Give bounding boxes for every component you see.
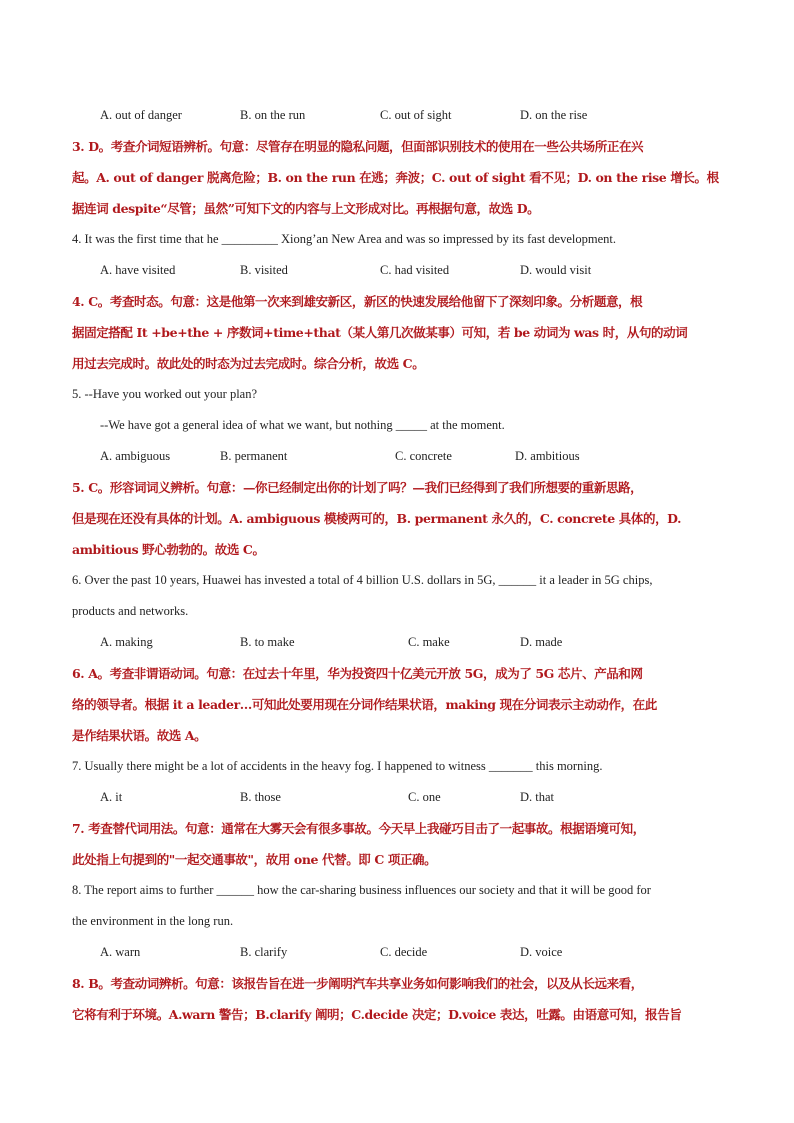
q5-options	[72, 441, 726, 472]
option-b: B. to make	[240, 635, 295, 649]
option-a: A. making	[100, 635, 153, 649]
option-a: A. it	[100, 790, 123, 804]
q2-options	[72, 100, 726, 131]
option-b: B. clarify	[240, 945, 288, 959]
answer-6-line: 6. A。考查非谓语动词。句意：在过去十年里，华为投资四十亿美元开放 5G，成为了 5G 芯片、产品和网	[72, 666, 643, 681]
option-a: A. ambiguous	[100, 449, 171, 463]
question-5-reply: --We have got a general idea of what we want, but nothing _____ at the moment.	[100, 418, 505, 432]
answer-5-line: 5. C。形容词词义辨析。句意：—你已经制定出你的计划了吗？—我们已经得到了我们所想要的重新思路，	[72, 480, 643, 495]
option-c: C. had visited	[380, 263, 450, 277]
option-d: D. voice	[520, 945, 563, 959]
answer-3-line: 据连词 despite“尽管；虽然”可知下文的内容与上文形成对比。再根据句意，故选 D。	[72, 201, 540, 216]
q7-options	[72, 782, 726, 813]
q4-options	[72, 255, 726, 286]
option-a: A. out of danger	[100, 108, 182, 122]
answer-4-line: 用过去完成时。故此处的时态为过去完成时。综合分析，故选 C。	[72, 356, 425, 371]
option-c: C. out of sight	[380, 108, 452, 122]
option-a: A. have visited	[100, 263, 176, 277]
option-a: A. warn	[100, 945, 141, 959]
question-4: 4. It was the first time that he _________ Xiong’an New Area and was so impressed by its fast development.	[72, 232, 616, 246]
option-b: B. those	[240, 790, 281, 804]
option-c: C. decide	[380, 945, 428, 959]
answer-3-line: 起。A. out of danger 脱离危险；B. on the run 在逃；奔波；C. out of sight 看不见；D. on the rise 增长。根	[72, 170, 719, 185]
option-d: D. would visit	[520, 263, 592, 277]
option-d: D. on the rise	[520, 108, 588, 122]
question-content	[72, 100, 726, 1030]
q6-options	[72, 627, 726, 658]
q8-options	[72, 937, 726, 968]
option-c: C. one	[408, 790, 441, 804]
question-8: 8. The report aims to further ______ how the car-sharing business influences our society and that it will be good for	[72, 883, 651, 897]
question-6: 6. Over the past 10 years, Huawei has invested a total of 4 billion U.S. dollars in 5G, ______ it a leader in 5G chips,	[72, 573, 653, 587]
option-d: D. ambitious	[515, 449, 580, 463]
question-6-cont: products and networks.	[72, 604, 189, 618]
answer-7-line: 7. 考查替代词用法。句意：通常在大雾天会有很多事故。今天早上我碰巧目击了一起事故。根据语境可知，	[72, 821, 645, 836]
answer-5-line: ambitious 野心勃勃的。故选 C。	[72, 542, 265, 557]
answer-8-line: 8. B。考查动词辨析。句意：该报告旨在进一步阐明汽车共享业务如何影响我们的社会，以及从长远来看，	[72, 976, 643, 991]
question-5: 5. --Have you worked out your plan?	[72, 387, 258, 401]
answer-7-line: 此处指上句提到的"一起交通事故"，故用 one 代替。即 C 项正确。	[72, 852, 437, 867]
option-c: C. concrete	[395, 449, 452, 463]
option-d: D. that	[520, 790, 555, 804]
answer-5-line: 但是现在还没有具体的计划。A. ambiguous 模棱两可的，B. permanent 永久的，C. concrete 具体的，D.	[72, 511, 682, 526]
option-b: B. permanent	[220, 449, 288, 463]
answer-3-line: 3. D。考查介词短语辨析。句意：尽管存在明显的隐私问题，但面部识别技术的使用在一些公共场所正在兴	[72, 139, 644, 154]
answer-6-line: 是作结果状语。故选 A。	[72, 728, 207, 743]
answer-8-line: 它将有利于环境。A.warn 警告；B.clarify 阐明；C.decide 决定；D.voice 表达，吐露。由语意可知，报告旨	[72, 1007, 682, 1022]
answer-4-line: 4. C。考查时态。句意：这是他第一次来到雄安新区，新区的快速发展给他留下了深刻印象。分析题意，根	[72, 294, 643, 309]
option-b: B. on the run	[240, 108, 306, 122]
answer-6-line: 络的领导者。根据 it a leader…可知此处要用现在分词作结果状语，making 现在分词表示主动动作，在此	[72, 697, 657, 712]
option-b: B. visited	[240, 263, 288, 277]
question-8-cont: the environment in the long run.	[72, 914, 234, 928]
option-c: C. make	[408, 635, 450, 649]
question-7: 7. Usually there might be a lot of accidents in the heavy fog. I happened to witness _______ this morning.	[72, 759, 603, 773]
answer-4-line: 据固定搭配 It +be+the + 序数词+time+that（某人第几次做某事）可知，若 be 动词为 was 时，从句的动词	[72, 325, 688, 340]
option-d: D. made	[520, 635, 563, 649]
